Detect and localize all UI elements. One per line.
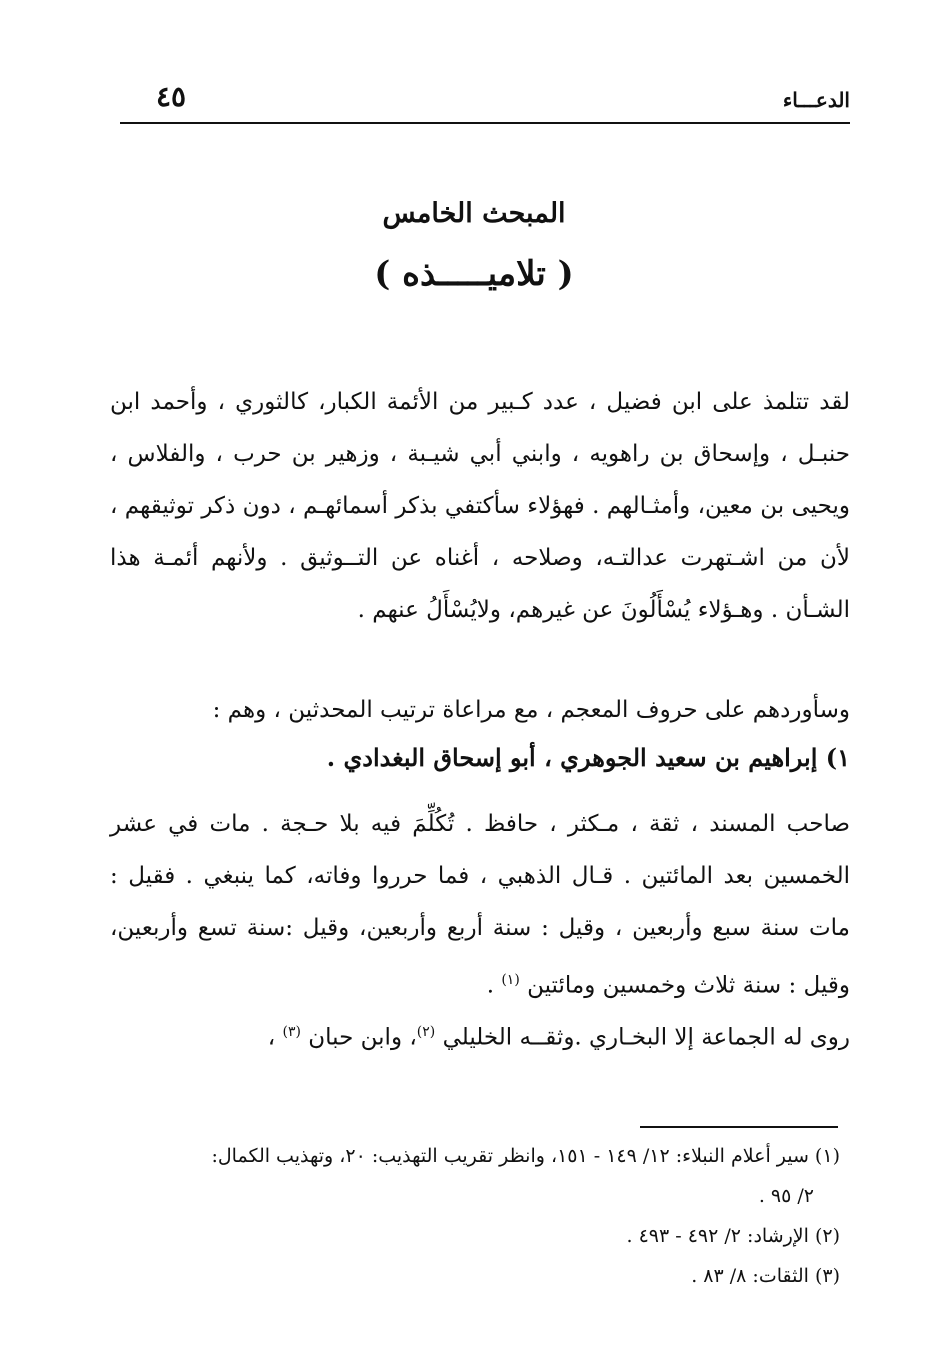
section-subtitle: ( تلاميـــــذه ) xyxy=(374,254,574,294)
footnote-2: (٢) الإرشاد: ٢/ ٤٩٢ - ٤٩٣ . xyxy=(626,1225,840,1247)
footnote-1: (١) سير أعلام النبلاء: ١٢/ ١٤٩ - ١٥١، وانظر تقريب التهذيب: ٢٠، وتهذيب الكمال: xyxy=(211,1145,840,1167)
entry-heading: ١) إبراهيم بن سعيد الجوهري ، أبو إسحاق البغدادي . xyxy=(326,743,850,772)
footnote-divider xyxy=(640,1126,838,1128)
page-number: ٤٥ xyxy=(156,80,187,113)
paragraph-narrators xyxy=(110,1006,850,1064)
footnotes xyxy=(100,1136,840,1296)
running-title: الدعـــاء xyxy=(782,88,850,112)
paragraph-narrators-c: ، xyxy=(267,1024,283,1051)
paragraph-biography-end: . xyxy=(486,972,502,999)
footnote-1-continuation: ٢/ ٩٥ . xyxy=(758,1185,814,1207)
paragraph-narrators-a: روى له الجماعة إلا البخـاري .وثقــه الخليلي xyxy=(435,1024,850,1051)
footnote-ref-1[interactable]: (١) xyxy=(501,972,520,988)
footnote-ref-2[interactable]: (٢) xyxy=(416,1024,436,1040)
paragraph-biography xyxy=(110,798,850,1012)
footnote-ref-3[interactable]: (٣) xyxy=(282,1024,301,1040)
paragraph-biography-text: صاحب المسند ، ثقة ، مـكثر ، حافظ . تُكُلِّمَ فيه بلا حـجة . مات في عشر الخمسين بعد المائتين . قـال الذهبي ، فما حرروا وفاته، كما ينبغي . فقيل : مات سنة سبع وأربعين ، وقيل : سنة أربع وأربعين، وقيل :سنة تسع وأربعين، وقيل : سنة ثلاث وخمسين ومائتين xyxy=(110,811,850,999)
paragraph-ordering: وسأوردهم على حروف المعجم ، مع مراعاة ترتيب المحدثين ، وهم : xyxy=(212,697,850,723)
page-header xyxy=(120,78,850,124)
footnote-3: (٣) الثقات: ٨/ ٨٣ . xyxy=(691,1265,840,1287)
section-title: المبحث الخامس xyxy=(382,198,566,229)
paragraph-narrators-b: ، وابن حبان xyxy=(300,1024,417,1051)
paragraph-intro: لقد تتلمذ على ابن فضيل ، عدد كـبير من الأئمة الكبار، كالثوري ، وأحمد ابن حنبـل ، وإسحاق بن راهويه ، وابني أبي شيـبة ، وزهير بن حرب ، والفلاس ، ويحيى بن معين، وأمثـالهم . فهؤلاء سأكتفي بذكر أسمائهـم ، دون ذكر توثيقهم ، لأن من اشـتهرت عدالتـه، وصلاحه ، أغناه عن التــوثيق . ولأنهم أئمـة هذا الشـأن . وهـؤلاء يُسْأَلُونَ عن غيرهم، ولايُسْأَلُ عنهم . xyxy=(110,389,850,623)
